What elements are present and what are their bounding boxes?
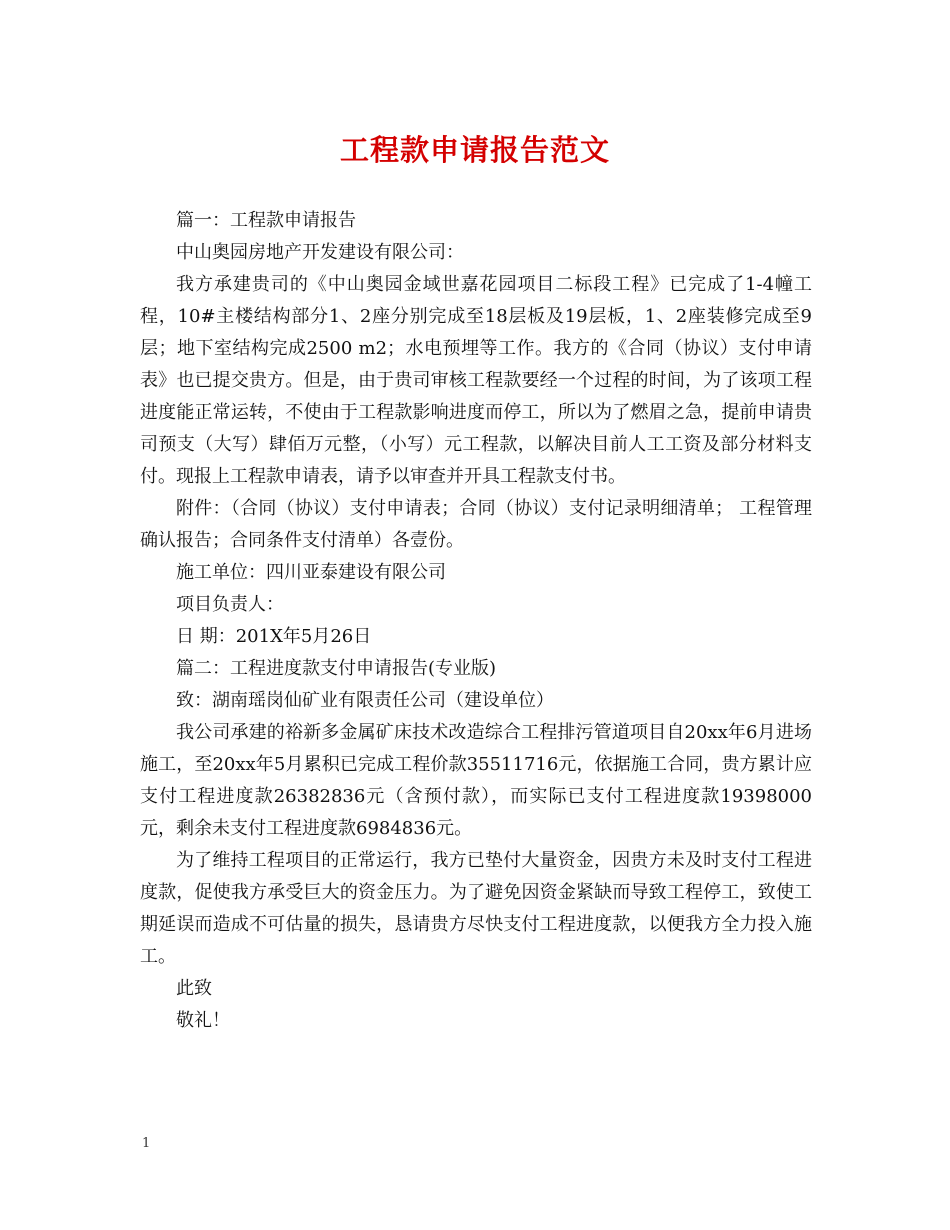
addressee-2: 致：湖南瑶岗仙矿业有限责任公司（建设单位）: [176, 690, 554, 711]
body-paragraph-1: 我方承建贵司的《中山奥园金域世嘉花园项目二标段工程》已完成了1-4幢工程，10#主楼结构部分1、2座分别完成至18层板及19层板，1、2座装修完成至9层；地下室结构完成2500 m2；水电预埋等工作。我方的《合同（协议）支付申请表》也已提交贵方。但是，由于贵司审核工程款要经一个过程的时间，为了该项工程进度能正常运转，不使由于工程款影响进度而停工，所以为了燃眉之急，提前申请贵司预支（大写）肆佰万元整，（小写）元工程款，以解决目前人工工资及部分材料支付。现报上工程款申请表，请予以审查并开具工程款支付书。: [140, 274, 812, 487]
construction-unit: 施工单位：四川亚泰建设有限公司: [176, 562, 446, 583]
page-number: 1: [142, 1136, 151, 1151]
date-line: 日 期：201X年5月26日: [176, 626, 372, 647]
body-paragraph-3: 为了维持工程项目的正常运行，我方已垫付大量资金，因贵方未及时支付工程进度款，促使我方承受巨大的资金压力。为了避免因资金紧缺而导致工程停工，致使工期延误而造成不可估量的损失，恳请贵方尽快支付工程进度款，以便我方全力投入施工。: [140, 850, 812, 967]
closing-line-2: 敬礼！: [176, 1010, 230, 1031]
addressee-1: 中山奥园房地产开发建设有限公司：: [176, 242, 464, 263]
closing-line-1: 此致: [176, 978, 212, 999]
attachments-paragraph: 附件：（合同（协议）支付申请表；合同（协议）支付记录明细清单； 工程管理确认报告；合同条件支付清单）各壹份。: [140, 498, 812, 551]
section-heading-2: 篇二：工程进度款支付申请报告(专业版): [176, 658, 497, 679]
document-title: 工程款申请报告范文: [339, 133, 610, 167]
body-paragraph-2: 我公司承建的裕新多金属矿床技术改造综合工程排污管道项目自20xx年6月进场施工，至20xx年5月累积已完成工程价款35511716元，依据施工合同，贵方累计应支付工程进度款26382836元（含预付款），而实际已支付工程进度款19398000元，剩余未支付工程进度款6984836元。: [140, 722, 812, 839]
section-heading-1: 篇一：工程款申请报告: [176, 210, 356, 231]
document-body: [140, 205, 812, 1037]
project-manager: 项目负责人：: [176, 594, 284, 615]
